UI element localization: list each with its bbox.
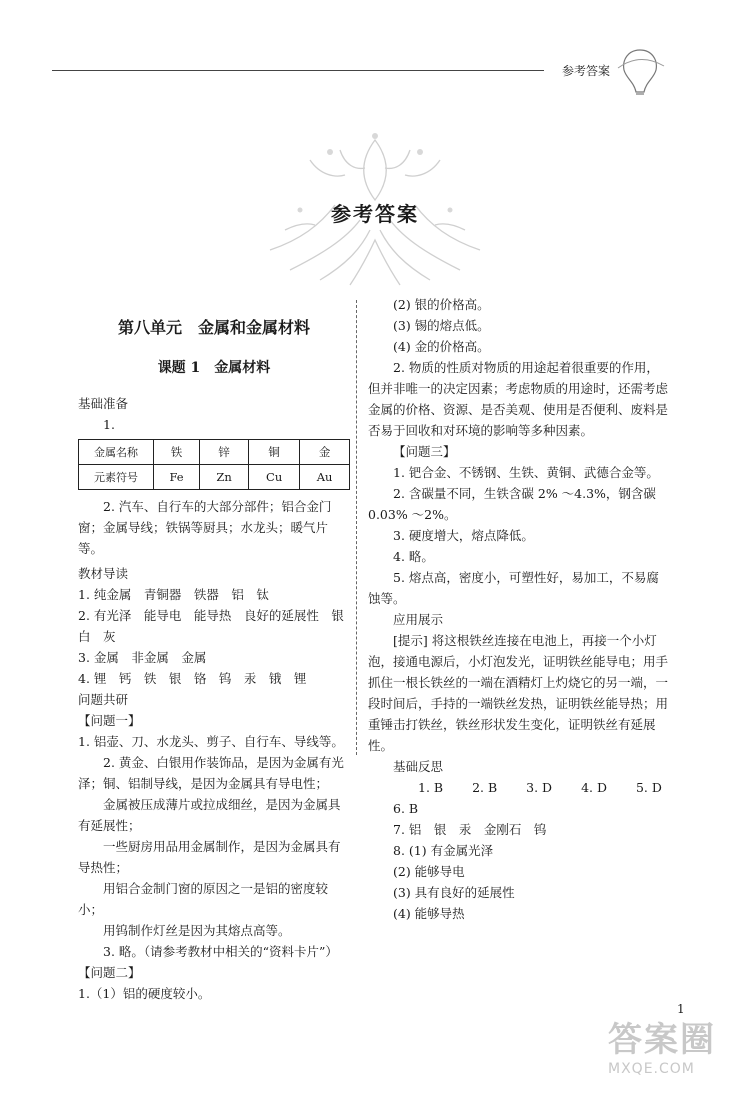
unit-title: 第八单元 金属和金属材料 bbox=[117, 318, 310, 337]
answer-text: 金属被压成薄片或拉成细丝，是因为金属具有延展性； bbox=[78, 797, 341, 833]
choice-item: 1. B bbox=[418, 780, 444, 795]
section-reflection: 基础反思 bbox=[393, 759, 444, 774]
lesson-title: 课题 1 金属材料 bbox=[157, 360, 271, 376]
table-row bbox=[79, 465, 350, 490]
table-cell: 锌 bbox=[200, 440, 249, 465]
choice-item: 3. D bbox=[526, 780, 553, 795]
school-bulb-ornament-icon bbox=[612, 42, 668, 102]
answer-text: 4. 略。 bbox=[393, 549, 434, 564]
problem-heading: 【问题二】 bbox=[78, 965, 141, 980]
page-title: 参考答案 bbox=[331, 202, 419, 226]
answer-text: 3. 略。（请参考教材中相关的“资料卡片”） bbox=[103, 944, 338, 959]
table-cell: Cu bbox=[249, 465, 300, 490]
answer-text: 2. 物质的性质对物质的用途起着很重要的作用，但并非唯一的决定因素；考虑物质的用途时，还需考虑金属的价格、资源、是否美观、使用是否便利、废料是否易于回收和对环境的影响等多种因素。 bbox=[368, 360, 669, 438]
header-section-tag: 参考答案 bbox=[562, 64, 611, 78]
table-header-cell: 金属名称 bbox=[79, 440, 154, 465]
answer-text: 5. 熔点高，密度小，可塑性好，易加工，不易腐蚀等。 bbox=[368, 570, 659, 606]
table-header-cell: 元素符号 bbox=[79, 465, 154, 490]
answer-text: 3. 金属 非金属 金属 bbox=[78, 650, 207, 665]
answer-text: 2. 含碳量不同，生铁含碳 2% ～4.3%，钢含碳 0.03% ～2%。 bbox=[368, 486, 656, 522]
question-1-number: 1. bbox=[103, 417, 115, 432]
answer-text: 3. 硬度增大，熔点降低。 bbox=[393, 528, 534, 543]
table-cell: Zn bbox=[200, 465, 249, 490]
answer-text: (2) 银的价格高。 bbox=[393, 297, 490, 312]
section-application: 应用展示 bbox=[393, 612, 444, 627]
section-textbook-guide: 教材导读 bbox=[78, 566, 129, 581]
watermark-url: MXQE.COM bbox=[608, 1061, 695, 1077]
answer-text: 1. 铝壶、刀、水龙头、剪子、自行车、导线等。 bbox=[78, 734, 344, 749]
site-watermark bbox=[608, 1012, 716, 1077]
metal-symbol-table bbox=[78, 439, 350, 490]
left-column bbox=[78, 316, 350, 1004]
answer-text: 一些厨房用品用金属制作，是因为金属具有导热性； bbox=[78, 839, 341, 875]
answer-text: 1.（1）铝的硬度较小。 bbox=[78, 986, 211, 1001]
answer-text: (2) 能够导电 bbox=[393, 864, 465, 879]
choice-item: 4. D bbox=[581, 780, 607, 795]
table-cell: Fe bbox=[154, 465, 200, 490]
answer-text: (4) 能够导热 bbox=[393, 906, 465, 921]
answer-text: (4) 金的价格高。 bbox=[393, 339, 490, 354]
answer-text: 2. 黄金、白银用作装饰品，是因为金属有光泽；铜、铝制导线，是因为金属具有导电性； bbox=[78, 755, 344, 791]
choice-answers bbox=[368, 777, 668, 819]
section-basic-prep: 基础准备 bbox=[78, 396, 129, 411]
answer-text: (3) 具有良好的延展性 bbox=[393, 885, 515, 900]
right-column bbox=[368, 297, 669, 924]
table-cell: 金 bbox=[300, 440, 350, 465]
choice-item: 5. D bbox=[635, 780, 662, 795]
choice-item: 2. B bbox=[472, 780, 498, 795]
table-cell: 铁 bbox=[154, 440, 200, 465]
answer-text: 用钨制作灯丝是因为其熔点高等。 bbox=[103, 923, 291, 938]
answer-text: 7. 铝 银 汞 金刚石 钨 bbox=[393, 822, 547, 837]
answer-text: 2. 汽车、自行车的大部分部件；铝合金门窗；金属导线；铁锅等厨具；水龙头；暖气片等。 bbox=[78, 499, 332, 556]
answer-text: 1. 钯合金、不锈钢、生铁、黄铜、武德合金等。 bbox=[393, 465, 659, 480]
answer-text: 1. 纯金属 青铜器 铁器 铝 钛 bbox=[78, 587, 269, 602]
problem-heading: 【问题三】 bbox=[393, 444, 456, 459]
answer-text: 2. 有光泽 能导电 能导热 良好的延展性 银白 灰 bbox=[78, 608, 344, 644]
column-divider bbox=[356, 300, 357, 755]
answer-text: 用铝合金制门窗的原因之一是铝的密度较小； bbox=[78, 881, 329, 917]
table-cell: Au bbox=[300, 465, 350, 490]
answer-text: 8. (1) 有金属光泽 bbox=[393, 843, 494, 858]
table-row bbox=[79, 440, 350, 465]
header-rule bbox=[52, 70, 544, 71]
page-number: 1 bbox=[677, 1002, 685, 1016]
answer-text: [提示] 将这根铁丝连接在电池上，再接一个小灯泡，接通电源后，小灯泡发光，证明铁丝能导电；用手抓住一根长铁丝的一端在酒精灯上灼烧它的另一端，一段时间后，手持的一端铁丝发热，证明铁丝能导热；用重锤击打铁丝，铁丝形状发生变化，证明铁丝有延展性。 bbox=[368, 633, 669, 753]
choice-item: 6. B bbox=[393, 801, 419, 816]
answer-text: 4. 锂 钙 铁 银 铬 钨 汞 锇 锂 bbox=[78, 671, 307, 686]
watermark-main: 答案圈 bbox=[608, 1020, 716, 1060]
problem-heading: 【问题一】 bbox=[78, 713, 141, 728]
section-problem-study: 问题共研 bbox=[78, 692, 129, 707]
answer-text: (3) 锡的熔点低。 bbox=[393, 318, 490, 333]
table-cell: 铜 bbox=[249, 440, 300, 465]
